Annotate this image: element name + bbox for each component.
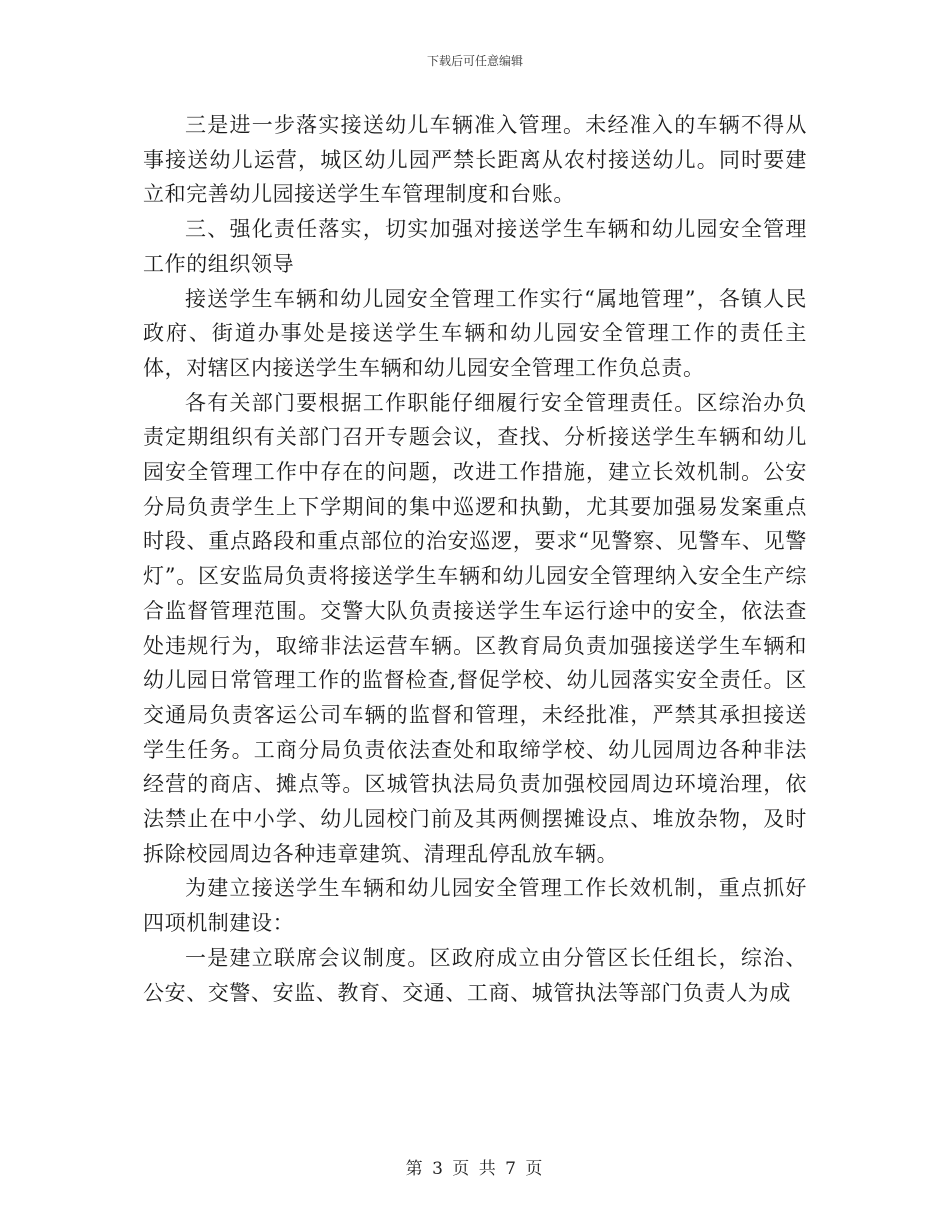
paragraph-territorial-management: 接送学生车辆和幼儿园安全管理工作实行“属地管理”，各镇人民政府、街道办事处是接送学生车辆和幼儿园安全管理工作的责任主体，对辖区内接送学生车辆和幼儿园安全管理工作负总责。: [143, 286, 807, 380]
paragraph-long-term-mechanism: 为建立接送学生车辆和幼儿园安全管理工作长效机制，重点抓好四项机制建设：: [143, 876, 807, 936]
paragraph-joint-meeting: 一是建立联席会议制度。区政府成立由分管区长任组长，综治、公安、交警、安监、教育、交通、工商、城管执法等部门负责人为成: [143, 945, 807, 1005]
paragraph-department-duties: 各有关部门要根据工作职能仔细履行安全管理责任。区综治办负责定期组织有关部门召开专题会议，查找、分析接送学生车辆和幼儿园安全管理工作中存在的问题，改进工作措施，建立长效机制。公安分局负责学生上下学期间的集中巡逻和执勤，尤其要加强易发案重点时段、重点路段和重点部位的治安巡逻，要求“见警察、见警车、见警灯”。区安监局负责将接送学生车辆和幼儿园安全管理纳入安全生产综合监督管理范围。交警大队负责接送学生车运行途中的安全，依法查处违规行为，取缔非法运营车辆。区教育局负责加强接送学生车辆和幼儿园日常管理工作的监督检查,督促学校、幼儿园落实安全责任。区交通局负责客运公司车辆的监督和管理，未经批准，严禁其承担接送学生任务。工商分局负责依法查处和取缔学校、幼儿园周边各种非法经营的商店、摊点等。区城管执法局负责加强校园周边环境治理，依法禁止在中小学、幼儿园校门前及其两侧摆摊设点、堆放杂物，及时拆除校园周边各种违章建筑、清理乱停乱放车辆。: [143, 390, 807, 866]
paragraph-vehicle-access: 三是进一步落实接送幼儿车辆准入管理。未经准入的车辆不得从事接送幼儿运营，城区幼儿园严禁长距离从农村接送幼儿。同时要建立和完善幼儿园接送学生车管理制度和台账。: [143, 113, 807, 207]
section-heading-responsibility: 三、强化责任落实，切实加强对接送学生车辆和幼儿园安全管理工作的组织领导: [143, 217, 807, 276]
page-header: 下载后可任意编辑: [426, 54, 523, 68]
page-number: 第 3 页 共 7 页: [405, 1159, 545, 1179]
document-body: [143, 108, 807, 1010]
